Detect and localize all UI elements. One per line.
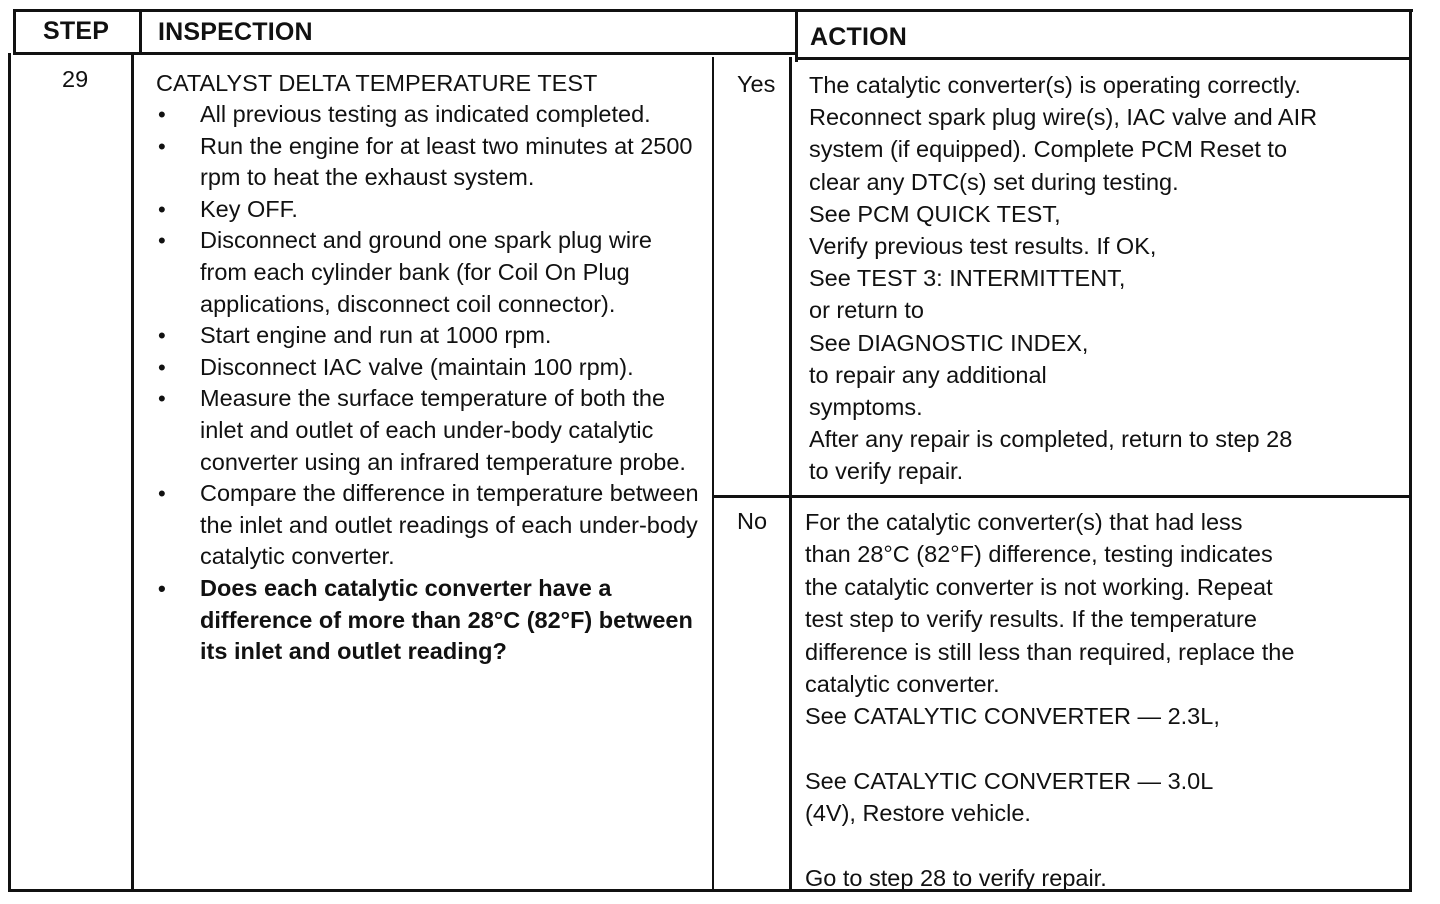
yes-action-line: Verify previous test results. If OK, xyxy=(809,233,1157,260)
inspection-step: • Measure the surface temperature of both the inlet and outlet of each under-body catalytic converter using an infrared temperature probe. xyxy=(153,383,701,478)
answer-column-divider xyxy=(712,57,714,891)
inspection-column-header: INSPECTION xyxy=(158,18,313,46)
yes-answer-label: Yes xyxy=(737,71,776,97)
table-border-top xyxy=(15,9,1413,12)
no-action-spacer xyxy=(805,830,1405,862)
table-border-right xyxy=(1409,9,1412,892)
yes-action-line: system (if equipped). Complete PCM Reset to xyxy=(809,136,1288,163)
action-column-divider xyxy=(795,9,798,62)
yes-action-line: or return to xyxy=(809,297,924,324)
yes-action-line: to repair any additional xyxy=(809,361,1047,388)
no-action-line: See CATALYTIC CONVERTER — 3.0L xyxy=(805,767,1214,794)
no-action-text xyxy=(805,506,1405,894)
no-action-spacer xyxy=(805,733,1405,765)
yes-action-line: to verify repair. xyxy=(809,458,964,485)
table-border-left-lower xyxy=(8,53,11,892)
inspection-steps-list xyxy=(153,99,701,668)
test-title: CATALYST DELTA TEMPERATURE TEST xyxy=(156,70,598,96)
no-action-line: difference is still less than required, replace the xyxy=(805,638,1295,665)
yes-action-line: symptoms. xyxy=(809,394,923,421)
inspection-step: • Run the engine for at least two minutes at 2500 rpm to heat the exhaust system. xyxy=(153,131,701,194)
action-column-header: ACTION xyxy=(810,23,908,51)
yes-action-line: See TEST 3: INTERMITTENT, xyxy=(809,265,1126,292)
yes-no-separator xyxy=(712,495,1412,498)
no-action-line: For the catalytic converter(s) that had less xyxy=(805,509,1243,535)
no-action-line: catalytic converter. xyxy=(805,671,1000,698)
no-answer-label: No xyxy=(737,508,768,534)
yes-action-line: The catalytic converter(s) is operating correctly. xyxy=(809,72,1301,98)
no-action-line: See CATALYTIC CONVERTER — 2.3L, xyxy=(805,703,1220,730)
yes-action-text xyxy=(809,69,1405,488)
no-action-line: Go to step 28 to verify repair. xyxy=(805,864,1107,891)
no-action-line: test step to verify results. If the temperature xyxy=(805,606,1257,633)
inspection-step: • Start engine and run at 1000 rpm. xyxy=(153,320,701,352)
no-action-line: than 28°C (82°F) difference, testing indicates xyxy=(805,541,1273,568)
yes-action-line: clear any DTC(s) set during testing. xyxy=(809,168,1179,195)
step-column-divider xyxy=(139,9,142,53)
table-border-left xyxy=(13,9,16,53)
inspection-step: • Disconnect and ground one spark plug wire from each cylinder bank (for Coil On Plug applications, disconnect coil connector). xyxy=(153,225,701,320)
action-header-separator xyxy=(795,57,1412,60)
step-number: 29 xyxy=(62,66,89,92)
step-column-header: STEP xyxy=(43,17,110,45)
no-action-line: the catalytic converter is not working. Repeat xyxy=(805,573,1273,600)
yes-action-line: After any repair is completed, return to step 28 xyxy=(809,426,1293,453)
inspection-question: • Does each catalytic converter have a difference of more than 28°C (82°F) between its inlet and outlet reading? xyxy=(153,573,701,668)
inspection-step: • All previous testing as indicated completed. xyxy=(153,99,701,131)
inspection-step: • Disconnect IAC valve (maintain 100 rpm). xyxy=(153,352,701,384)
step-column-divider-lower xyxy=(131,53,134,892)
yes-action-line: Reconnect spark plug wire(s), IAC valve and AIR xyxy=(809,104,1318,131)
inspection-step: • Key OFF. xyxy=(153,194,701,226)
yes-action-line: See DIAGNOSTIC INDEX, xyxy=(809,329,1089,356)
inspection-step: • Compare the difference in temperature between the inlet and outlet readings of each under-body catalytic converter. xyxy=(153,478,701,573)
no-action-line: (4V), Restore vehicle. xyxy=(805,800,1031,827)
yes-action-line: See PCM QUICK TEST, xyxy=(809,200,1061,227)
action-column-divider-lower xyxy=(789,57,792,891)
